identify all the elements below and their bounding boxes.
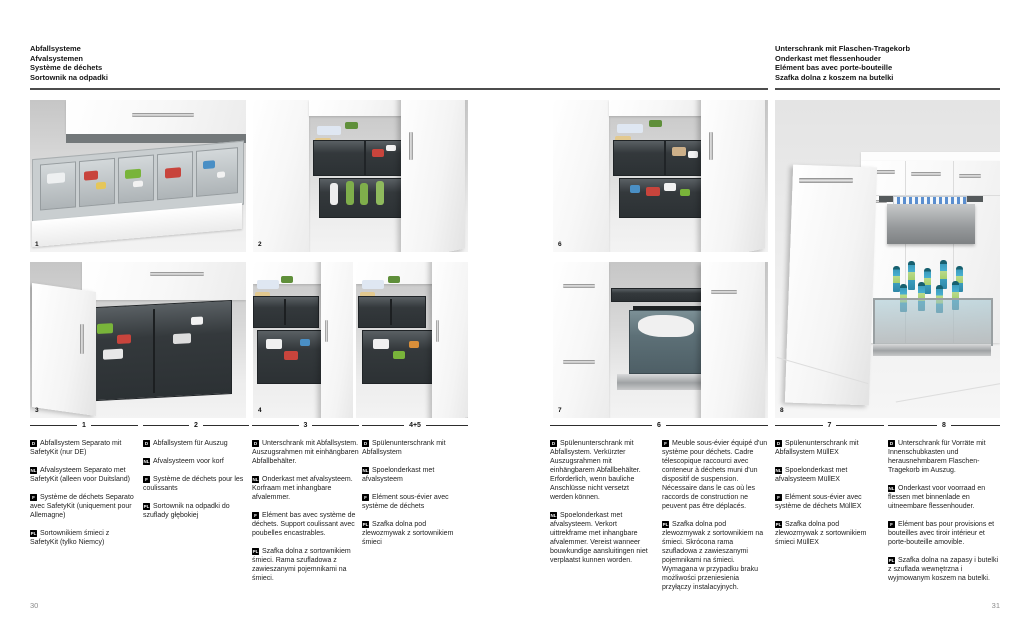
caption-column-3 [252,421,359,592]
cabinet-side-panel [553,100,609,252]
waste-bin [157,151,193,200]
bottle-green [346,181,354,205]
caption-nl [143,457,249,466]
waste-bin [118,155,154,204]
divider-line [30,425,77,426]
language-badge-nl: NL [550,512,557,518]
door-handle [325,320,328,342]
countertop [861,152,1000,161]
bottle-basket [873,298,993,346]
door-handle [436,320,439,342]
photo-5-sink-unit-waste-variant [356,262,468,418]
language-badge-pl: PL [888,557,895,563]
door-handle [709,132,713,160]
basket-base-rail [873,344,991,356]
caption-text: Abfallsystem Separato mit SafetyKit (nur DE) [30,440,122,456]
caption-text: Elément sous-évier avec système de déchets [362,494,449,510]
bottle [893,266,900,292]
caption-pl [888,556,1000,583]
right-page-heading [775,44,910,82]
divider-line [666,425,768,426]
header-rule-right [775,88,1000,90]
waste-bin [362,330,436,384]
caption-text: Afvalsysteem Separato met SafetyKit (alleen voor Duitsland) [30,467,130,483]
drawer-opening [66,134,246,143]
caption-text: Onderkast met afvalsysteem. Korfraam met inhangbare afvalemmer. [252,476,353,501]
waste-bin-frame [78,300,232,402]
page-number-right: 31 [991,601,1000,610]
divider-line [203,425,249,426]
caption-number: 7 [827,422,832,429]
heading-line-pl: Sortownik na odpadki [30,72,108,82]
caption-text: Afvalsysteem voor korf [153,458,224,465]
caption-text: Système de déchets pour les coulissants [143,476,244,492]
open-pullout [78,300,232,402]
caption-de [143,439,249,448]
waste-bin [196,147,238,197]
sponge [345,122,358,129]
photo-number: 6 [558,241,562,248]
towel-stack [617,124,643,133]
trash-item [393,351,405,359]
caption-column-4-5 [362,421,468,556]
cabinet-top-panel [309,100,409,116]
trash-item [96,182,106,190]
language-badge-de: D [363,440,368,446]
caption-column-7 [775,421,884,556]
language-badge-de: D [253,440,258,446]
trash-bag [638,315,694,337]
cabinet-door [401,100,465,252]
caption-fr [30,493,138,520]
caption-pl [143,502,249,520]
caption-number-divider [775,421,884,430]
language-badge-fr: F [252,512,259,519]
divider-line [775,425,823,426]
caption-nl [550,511,653,565]
drawer-handle [150,272,204,276]
caption-text: Elément bas avec système de déchets. Support coulissant avec poubelles encastrables. [252,512,356,537]
language-badge-de: D [551,440,556,446]
trash-item [373,339,389,349]
waste-bin [313,140,365,176]
sponge [281,276,293,283]
sponge [388,276,400,283]
caption-fr [662,439,768,511]
heading-line-de: Abfallsysteme [30,44,81,53]
cabinet-front [82,262,246,300]
bottle [924,268,931,294]
waste-bin [253,296,319,328]
caption-text: Unterschrank mit Abfallsystem. Auszugsrahmen mit einhängbaren Abfallbehälter. [252,440,359,465]
language-badge-nl: NL [362,467,369,473]
divider-line [951,425,1000,426]
language-badge-de: D [144,440,149,446]
trash-item [372,149,384,157]
language-badge-fr: F [888,521,895,528]
trash-item [646,187,660,196]
caption-de [550,439,653,502]
caption-de [252,439,359,466]
divider-line [252,425,299,426]
caption-text: Sortownik na odpadki do szuflady głębokiej [143,503,230,519]
caption-number-divider [362,421,468,430]
waste-bin [613,140,665,176]
divider-line [888,425,937,426]
caption-nl [362,466,468,484]
heading-line-de: Unterschrank mit Flaschen-Tragekorb [775,44,911,53]
heading-line-nl: Afvalsystemen [30,53,83,63]
language-badge-pl: PL [775,521,782,527]
trash-item [386,145,396,151]
floor-seam [896,382,1000,402]
divider-line [362,425,404,426]
trash-item [630,185,640,193]
drawer-handle [132,113,194,117]
caption-number-divider [550,421,768,430]
caption-subcolumn-left [550,439,653,574]
caption-pl [775,520,884,547]
trash-item [217,171,225,178]
caption-text: Spülenunterschrank mit Abfallsystem [362,440,446,456]
header-rule-left [30,88,768,90]
caption-text: Spoelonderkast met afvalsysteem. Verkort uittrekframe met inhangbare afvalemmer. Vereist wanneer bouwkundige aansluitingen niet verplaatst kunnen worden. [550,512,648,564]
caption-pl [362,520,468,547]
trash-item [173,333,191,344]
towel-stack [317,126,341,135]
photo-6-sink-unit-waste-system [553,100,768,252]
caption-pl [30,529,138,547]
trash-item [688,151,698,158]
caption-text: Spülenunterschrank mit Abfallsystem. Verkürzter Auszugsrahmen mit einhängbarem Abfallbehälter. Erforderlich, wenn bauliche Anschlüsse nicht versetzt werden können. [550,440,641,501]
drawer-handle [563,360,595,364]
caption-fr [143,475,249,493]
caption-fr [888,520,1000,547]
trash-item [664,183,676,191]
caption-number-divider [888,421,1000,430]
heading-line-nl: Onderkast met flessenhouder [775,53,881,63]
language-badge-fr: F [362,494,369,501]
trash-item [125,169,141,179]
caption-column-8 [888,421,1000,592]
caption-de [362,439,468,457]
caption-text: Unterschrank für Vorräte mit Innenschubkasten und herausnehmbarem Flaschen-Tragekorb im Auszug. [888,440,986,474]
caption-text: Système de déchets Separato avec SafetyKit (uniquement pour Allemagne) [30,494,134,519]
caption-number-divider [252,421,359,430]
photo-4-sink-unit-waste [253,262,353,418]
photo-number: 4 [258,407,262,414]
language-badge-de: D [31,440,36,446]
caption-text: Szafka dolna pod zlewozmywak z sortownikiem na śmieci. Skrócona rama szufladowa z zawieszanymi pojemnikami na śmieci. Wymagana w przypadku braku możliwości przeniesienia przyłączy instalacyjnych. [662,521,764,591]
language-badge-nl: NL [775,467,782,473]
caption-nl [252,475,359,502]
language-badge-pl: PL [362,521,369,527]
language-badge-nl: NL [30,467,37,473]
caption-text: Elément sous-évier avec système de déchets MüllEX [775,494,862,510]
language-badge-fr: F [775,494,782,501]
left-page-heading [30,44,108,82]
caption-nl [30,466,138,484]
language-badge-fr: F [143,476,150,483]
caption-text: Sortownikiem śmieci z SafetyKit (tylko Niemcy) [30,530,110,546]
caption-number-divider [30,421,138,430]
drawer-handle [959,174,981,178]
divider-line [312,425,359,426]
caption-number: 4+5 [409,422,421,429]
caption-text: Spoelonderkast met afvalsysteem MüllEX [775,467,848,483]
trash-item [47,172,65,184]
cabinet-top-panel [609,100,709,116]
caption-column-2 [143,421,249,529]
photo-1-wide-waste-drawer [30,100,246,252]
language-badge-nl: NL [252,476,259,482]
heading-line-fr: Système de déchets [30,63,103,73]
waste-bin [358,296,426,328]
caption-number: 2 [194,422,198,429]
bottle [908,261,915,290]
caption-text: Spoelonderkast met afvalsysteem [362,467,435,483]
trash-item [165,167,181,178]
caption-de [775,439,884,457]
bottle-green [360,183,368,205]
language-badge-pl: PL [252,548,259,554]
trash-item [103,349,123,360]
language-badge-pl: PL [30,530,37,536]
trash-item [284,351,298,360]
trash-item [191,316,203,325]
drawer-handle [563,284,595,288]
photo-number: 3 [35,407,39,414]
pullout-front-panel [785,165,877,406]
cabinet-side-panel [253,100,309,252]
pullout-handle [799,178,853,183]
trash-item [117,334,131,344]
photo-8-bottle-carrier-unit [775,100,1000,418]
stainless-inner-drawer [887,204,975,244]
language-badge-fr: F [30,494,37,501]
trash-item [409,341,419,348]
cabinet-door [701,100,765,252]
language-badge-pl: PL [143,503,150,509]
caption-text: Szafka dolna z sortownikiem śmieci. Rama szufladowa z zawieszanymi pojemnikami na śmieci. [252,548,351,582]
page-number-left: 30 [30,601,39,610]
bin-divider [390,299,392,325]
caption-number: 8 [942,422,946,429]
towel-stack [362,280,384,289]
photo-number: 8 [780,407,784,414]
photo-number: 7 [558,407,562,414]
caption-text: Szafka dolna pod zlewozmywak z sortownikiem śmieci [362,521,454,546]
sponge [649,120,662,127]
caption-number: 3 [303,422,308,429]
bottle-white [330,183,338,205]
trash-item [84,170,98,180]
waste-bin [40,161,76,210]
caption-text: Szafka dolna na zapasy i butelki z szuflada wewnętrzna i wyjmowanym koszem na butelki. [888,557,999,582]
caption-text: Spülenunterschrank mit Abfallsystem MüllEX [775,440,859,456]
towel-stack [257,280,279,289]
caption-pl [662,520,768,592]
caption-nl [775,466,884,484]
caption-subcolumn-right [662,439,768,601]
caption-text: Onderkast voor voorraad en flessen met binnenlade en uitneembare flessenhouder. [888,485,986,510]
bin-divider [153,309,155,393]
caption-nl [888,484,1000,511]
caption-fr [775,493,884,511]
divider-line [91,425,138,426]
divider-line [836,425,884,426]
language-badge-de: D [889,440,894,446]
language-badge-de: D [776,440,781,446]
trash-item [133,180,143,187]
caption-de [30,439,138,457]
caption-number: 6 [657,422,661,429]
open-drawer [32,141,242,247]
language-badge-nl: NL [888,485,895,491]
caption-column-6 [550,421,768,591]
caption-fr [252,511,359,538]
caption-text: Meuble sous-évier équipé d'un système pour déchets. Cadre télescopique raccourci avec conteneur à déchets muni d'un dispositif de suspension. Nécessaire dans le cas où les raccords de construction ne peuvent pas être déplacés. [662,440,768,510]
trash-item [680,189,690,196]
waste-bin [79,158,115,207]
divider-line [426,425,468,426]
bottle-green [376,181,384,205]
caption-text: Szafka dolna pod zlewozmywak z sortownikiem śmieci MüllEX [775,521,867,546]
caption-number: 1 [82,422,86,429]
cabinet-door [701,262,765,418]
caption-number-divider [143,421,249,430]
photo-number: 1 [35,241,39,248]
door-handle [711,290,737,294]
caption-pl [252,547,359,583]
door-handle [409,132,413,160]
heading-line-pl: Szafka dolna z koszem na butelki [775,72,894,82]
waste-bin [257,330,327,384]
photo-7-muellex-pullout [553,262,768,418]
divider-line [143,425,189,426]
drawer-handle [911,172,941,176]
photo-2-pullout-waste-system [253,100,468,252]
trash-item [203,160,215,169]
door-handle [80,324,84,354]
bin-divider [284,299,286,325]
heading-line-fr: Elément bas avec porte-bouteille [775,63,893,73]
cabinet-front [66,100,246,134]
trash-item [672,147,686,156]
cabinet-door [32,283,96,416]
trash-item [266,339,282,349]
caption-text: Abfallsystem für Auszug [153,440,228,447]
language-badge-pl: PL [662,521,669,527]
trash-item [300,339,310,346]
language-badge-nl: NL [143,458,150,464]
trash-item [97,323,113,334]
divider-line [550,425,652,426]
caption-column-1 [30,421,138,556]
photo-number: 2 [258,241,262,248]
caption-text: Elément bas pour provisions et bouteilles avec tiroir intérieur et porte-bouteille amovible. [888,521,995,546]
caption-de [888,439,1000,475]
caption-fr [362,493,468,511]
photo-3-frame-pullout-bins [30,262,246,418]
language-badge-fr: F [662,440,669,447]
